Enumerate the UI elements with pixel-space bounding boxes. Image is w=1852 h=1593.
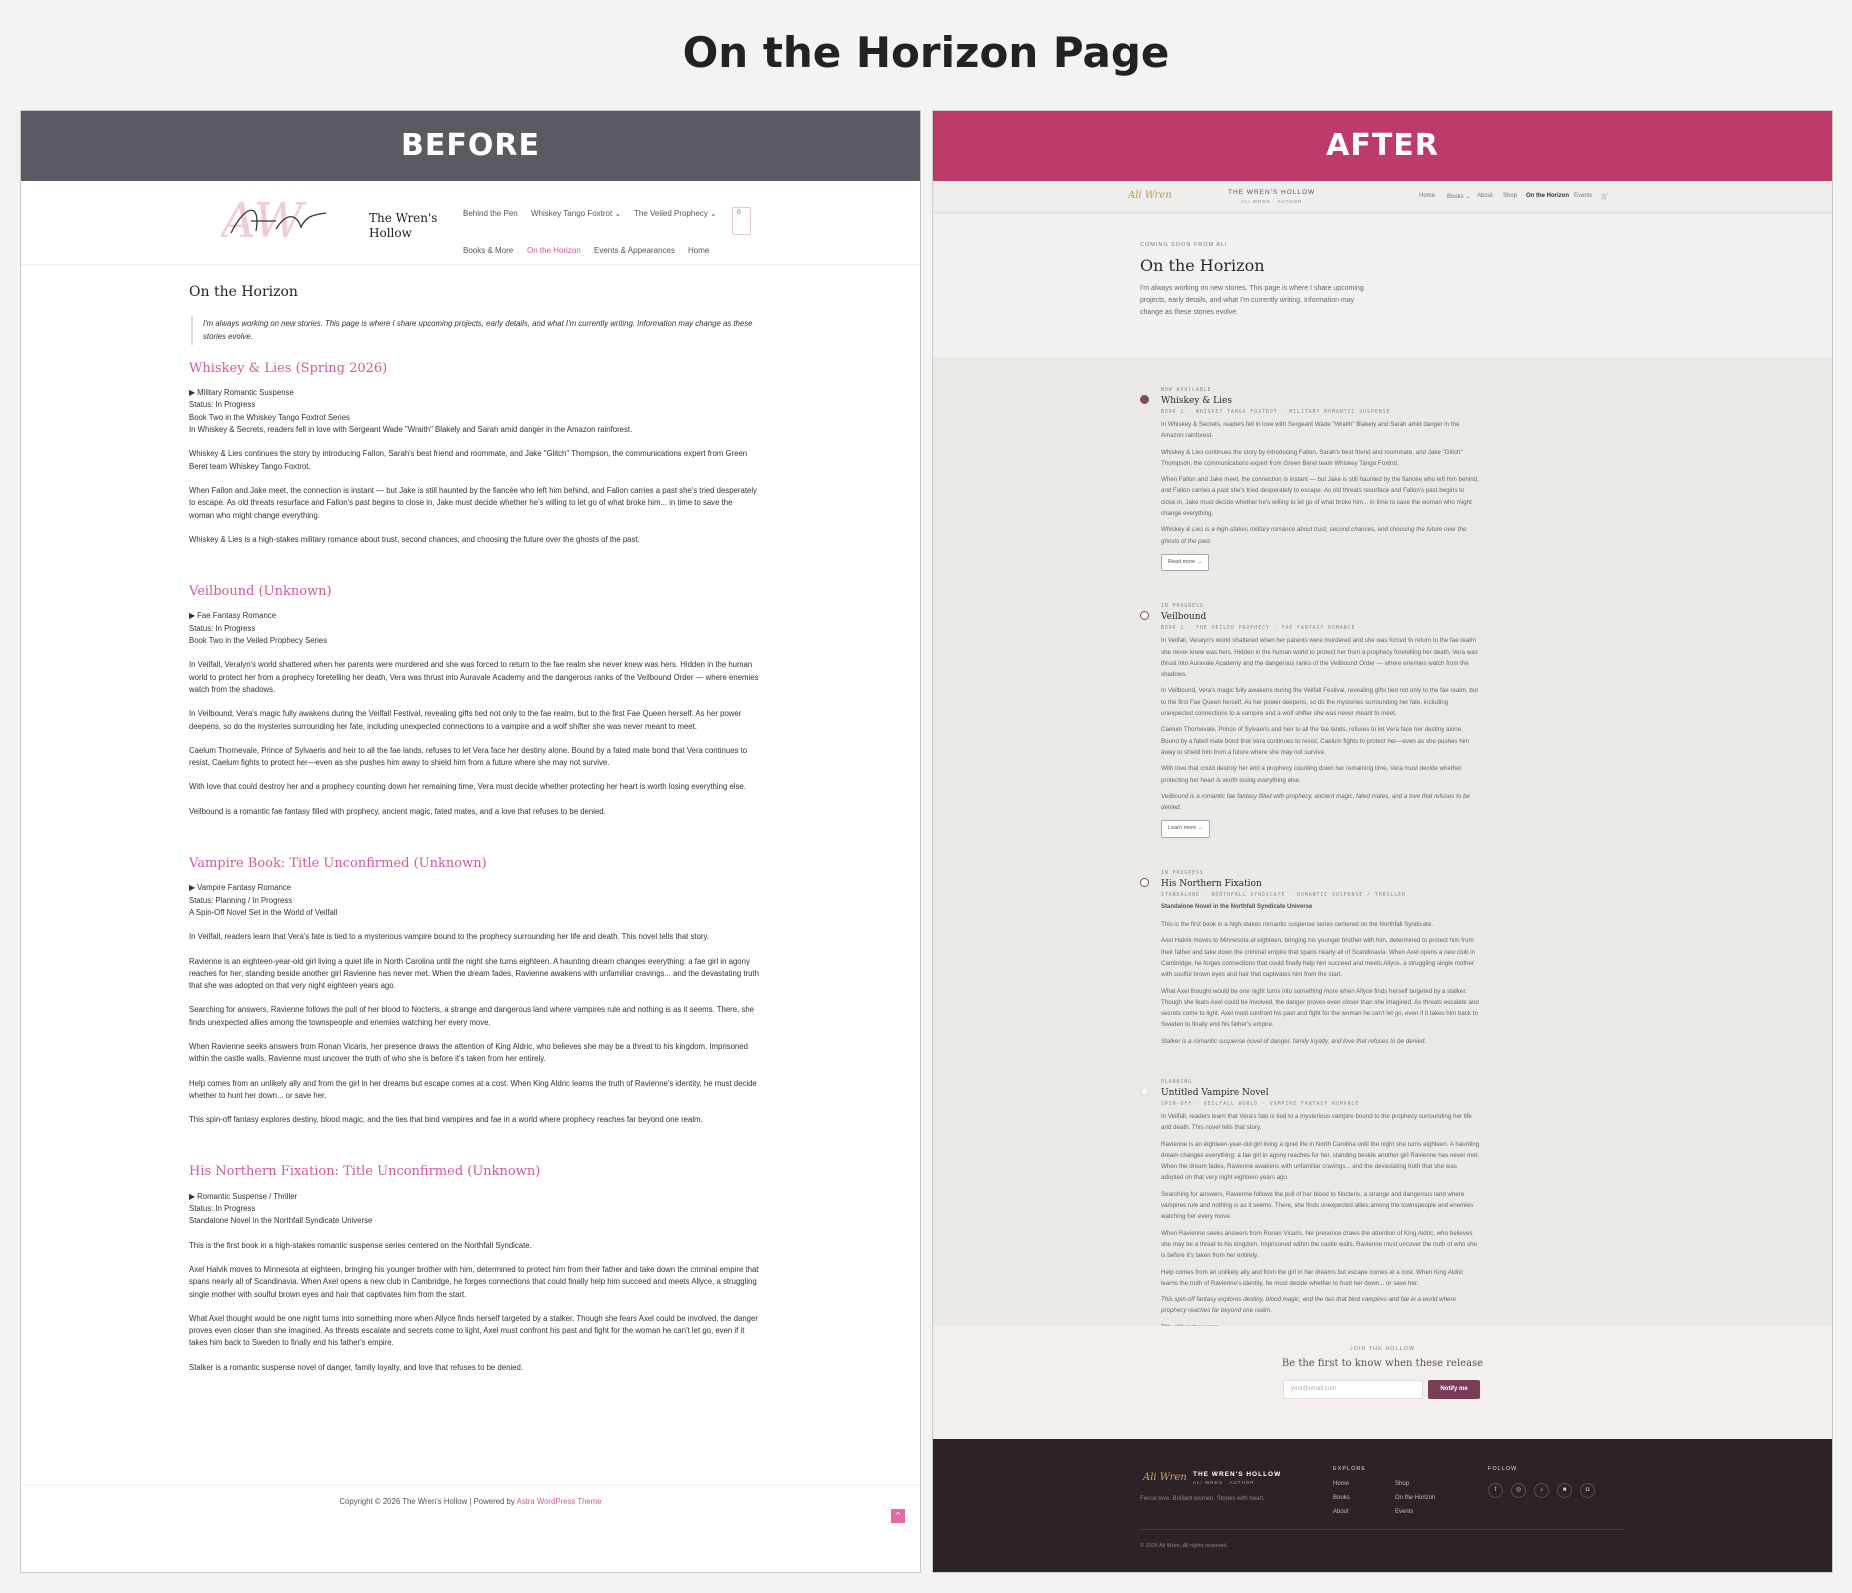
ali-wren-logo[interactable]: Ali Wren — [1128, 190, 1172, 201]
book-heading: Whiskey & Lies (Spring 2026) — [189, 360, 388, 376]
book-title: Whiskey & Lies — [1161, 396, 1232, 406]
hero-section — [933, 214, 1832, 357]
status-label: PLANNING — [1161, 1079, 1193, 1085]
footer-copyright: © 2026 Ali Wren. All rights reserved. — [1140, 1543, 1229, 1549]
paragraph: In Veilbound, Vera's magic fully awakens during the Veilfall Festival, revealing gifts tied not only to the fae realm, but to the first Fae Queen herself. As her power deepens, so do the mysteries surrounding her fate, including unexpected connections to a vampire and a wolf shifter she was never meant to meet. — [1161, 687, 1478, 718]
bookbub-icon[interactable]: ◘ — [1580, 1483, 1595, 1498]
scroll-top-button[interactable]: ^ — [891, 1509, 905, 1523]
nav-books-more[interactable]: Books & More — [463, 246, 514, 255]
paragraph: Axel Halvik moves to Minnesota at eighteen, bringing his younger brother with him, determined to protect him from their father and take down the criminal empire that spans nearly all of Scandinavia. When Axel opens a new club in Cambridge, he forges connections that could finally help him succeed and meets Allyce, a struggling single mother with soulful brown eyes and hair that captivates him from the start. — [1161, 937, 1476, 979]
status-line: Status: Planning / In Progress — [189, 895, 293, 905]
footer-logo[interactable]: Ali Wren — [1143, 1472, 1187, 1483]
hero-title: On the Horizon — [1140, 256, 1265, 275]
paragraph: Whiskey & Lies continues the story by introducing Fallon, Sarah's best friend and roommate, and Jake "Glitch" Thompson, the communications expert from Green Beret team Whiskey Tango Foxtrot. — [189, 449, 748, 471]
learn-more-button[interactable]: Learn more → — [1161, 820, 1210, 837]
status-line: Status: In Progress — [189, 1204, 256, 1214]
book-title: Untitled Vampire Novel — [1161, 1087, 1269, 1098]
footer-link-events[interactable]: Events — [1395, 1509, 1414, 1515]
cart-count: 0 — [737, 209, 741, 216]
timeline-dot-icon — [1140, 1087, 1149, 1096]
paragraph: In Veilfall, readers learn that Vera's fate is tied to a mysterious vampire bound to the prophecy surrounding her life and death. This novel tells that story. — [1161, 1112, 1472, 1132]
hero-intro: I'm always working on new stories. This page is where I share upcoming projects, early details, and what I'm currently writing. Information may change as these stories evolve. — [1140, 285, 1364, 316]
cart-icon[interactable]: 🛒 — [1601, 194, 1609, 200]
nav-events[interactable]: Events — [1574, 193, 1593, 199]
page-title: On the Horizon Page — [682, 28, 1170, 77]
series-line: A Spin-Off Novel Set in the World of Veilfall — [189, 907, 338, 917]
paragraph: Axel Halvik moves to Minnesota at eighteen, bringing his younger brother with him, determined to protect him from their father and take down the criminal empire that spans nearly all of Scandinavia. When Axel opens a new club in Cambridge, he forges connections that could finally help him succeed and meets Allyce, a struggling single mother with soulful brown eyes and hair that captivates him from the start. — [189, 1264, 759, 1299]
paragraph: Help comes from an unlikely ally and from the girl in her dreams but escape comes at a cost. When King Aldric learns the truth of Ravienne's identity, he must decide whether to hunt her down... or save her. — [1161, 1268, 1464, 1287]
after-site-header — [933, 181, 1832, 213]
read-more-button[interactable]: Read more → — [1161, 554, 1209, 571]
goodreads-icon[interactable]: ■ — [1557, 1483, 1572, 1498]
nav-shop[interactable]: Shop — [1503, 193, 1518, 199]
site-brand[interactable]: The Wren's Hollow — [369, 211, 438, 240]
site-brand[interactable] — [1228, 188, 1315, 206]
paragraph: When Fallon and Jake meet, the connection is instant — but Jake is still haunted by the fiancée who left him behind, and Fallon carries a past she's tried desperately to escape. As old threats resurface and Fallon's past begins to close in, Jake must decide whether he's willing to let go of what broke him... in time to save the woman who might change everything. — [1161, 476, 1479, 518]
before-main-content — [189, 286, 759, 1414]
paragraph: This is the first book in a high-stakes romantic suspense series centered on the Northfall Syndicate. — [189, 1240, 532, 1250]
timeline-item — [1140, 870, 1480, 1047]
nav-behind-the-pen[interactable]: Behind the Pen — [463, 209, 518, 218]
tagline: Stalker is a romantic suspense novel of danger, family loyalty, and love that refuses to be denied. — [1161, 1037, 1427, 1045]
series-line: BOOK 2 · THE VEILED PROPHECY · FAE FANTASY ROMANCE — [1161, 626, 1356, 632]
book-meta — [189, 387, 759, 436]
book-meta — [189, 882, 759, 919]
footer-copyright: Copyright © 2026 The Wren's Hollow | Powered by — [339, 1497, 517, 1506]
footer-brand-subtitle: ALI WREN · AUTHOR — [1193, 1480, 1255, 1485]
status-label: NOW AVAILABLE — [1161, 388, 1212, 393]
book-heading: Vampire Book: Title Unconfirmed (Unknown) — [189, 856, 487, 872]
timeline-item — [1140, 603, 1480, 837]
genre-toggle[interactable]: ▶ Romantic Suspense / Thriller — [189, 1191, 298, 1201]
footer-link-on-the-horizon[interactable]: On the Horizon — [1395, 1495, 1436, 1501]
before-panel — [20, 110, 921, 1573]
follow-heading: FOLLOW — [1488, 1466, 1518, 1472]
timeline-item — [1140, 387, 1480, 571]
brand-subtitle: ALI WREN · AUTHOR — [1240, 199, 1303, 204]
paragraph: With love that could destroy her and a prophecy counting down her remaining time, Vera must decide whether protecting her heart is worth losing everything else. — [1161, 765, 1462, 784]
footer-tagline: Fierce love. Brilliant women. Stories with heart. — [1140, 1496, 1265, 1502]
notify-me-button[interactable]: Notify me — [1428, 1380, 1480, 1399]
book-subtitle: Standalone Novel in the Northfall Syndicate Universe — [1161, 903, 1313, 910]
book-section — [189, 858, 759, 1126]
footer-link-about[interactable]: About — [1333, 1509, 1349, 1515]
nav-about[interactable]: About — [1477, 193, 1493, 199]
paragraph: Searching for answers, Ravienne follows the pull of her blood to Nocteris, a strange and dangerous land where vampires rule and nothing is as it seems. There, she finds unexpected allies among the townspeople and enemies watching her every move. — [189, 1005, 755, 1027]
paragraph: With love that could destroy her and a prophecy counting down her remaining time, Vera must decide whether protecting her heart is worth losing everything else. — [189, 782, 746, 792]
before-site-header — [21, 181, 920, 265]
paragraph: Ravienne is an eighteen-year-old girl living a quiet life in North Carolina until the night she turns eighteen. A haunting dream changes everything: a fae girl in agony reaches for her, standing beside another girl Ravienne has never met. When the dream fades, Ravienne awakens with unfamiliar cravings... and the devastating truth that she was adopted on that very night eighteen years ago. — [189, 956, 759, 991]
nav-home[interactable]: Home — [1419, 193, 1436, 199]
newsletter-heading: Be the first to know when these release — [1281, 1358, 1484, 1369]
paragraph: When Fallon and Jake meet, the connection is instant — but Jake is still haunted by the fiancée who left him behind, and Fallon carries a past she's tried desperately to escape. As old threats resurface and Fallon's past begins to close in, Jake must decide whether he's willing to let go of what broke him... in time to save the woman who might change everything. — [189, 485, 757, 520]
nav-books[interactable]: Books ⌄ — [1447, 194, 1471, 200]
tagline: Veilbound is a romantic fae fantasy filled with prophecy, ancient magic, fated mates, and a love that refuses to be denied. — [1161, 792, 1470, 812]
footer-link-home[interactable]: Home — [1333, 1481, 1350, 1487]
genre-toggle[interactable]: ▶ Military Romantic Suspense — [189, 388, 294, 398]
timeline-dot-icon — [1140, 395, 1149, 404]
paragraph: When Ravienne seeks answers from Ronan Vicaris, her presence draws the attention of King Aldric, who believes she may be a threat to his kingdom. Imprisoned within the castle walls, Ravienne must uncover the truth of who she is before it's taken from her entirely. — [189, 1041, 748, 1064]
ali-wren-logo[interactable] — [221, 193, 336, 249]
paragraph: What Axel thought would be one night turns into something more when Allyce finds herself targeted by a stalker. Though she fears Axel could be involved, the danger proves even closer than she imagined. As threats escalate and secrets come to light, Axel must confront his past and fight for the woman he can't let go, even if it takes him back to Sweden to finally end his father's empire. — [189, 1313, 758, 1348]
paragraph: Veilbound is a romantic fae fantasy filled with prophecy, ancient magic, fated mates, and a love that refuses to be denied. — [189, 806, 606, 816]
paragraph: Caelum Thornevale, Prince of Sylvaeris and heir to all the fae lands, refuses to let Vera face her destiny alone. Bound by a fated mate bond that Vera continues to resist, Caelum fights to protect her—even as she pushes him away to shield him from a future where she may not survive. — [1161, 726, 1470, 756]
paragraph: This is the first book in a high-stakes romantic suspense series centered on the Northfall Syndicate. — [1161, 921, 1434, 929]
svg-text:AW: AW — [221, 193, 304, 249]
book-heading: Veilbound (Unknown) — [189, 584, 332, 600]
nav-events-appearances[interactable]: Events & Appearances — [594, 246, 675, 255]
timeline-dot-icon — [1140, 878, 1149, 887]
after-label: AFTER — [933, 111, 1832, 181]
footer-link-books[interactable]: Books — [1333, 1495, 1350, 1501]
book-title: Veilbound — [1161, 612, 1207, 623]
cart-icon[interactable] — [732, 207, 751, 235]
brand-name: THE WREN'S HOLLOW — [1228, 189, 1316, 196]
newsletter-section — [933, 1326, 1832, 1439]
nav-home[interactable]: Home — [688, 246, 710, 255]
facebook-icon[interactable]: f — [1488, 1483, 1503, 1498]
timeline-item — [1140, 1079, 1480, 1333]
timeline-dot-icon — [1140, 611, 1149, 620]
paragraph: In Veilfall, Veralyn's world shattered when her parents were murdered and she was forced to return to the fae realm she never knew was hers. Hidden in the human world to protect her from a prophecy foretelling her death, Vera was thrust into Auravale Academy and the dangerous ranks of the Veilbound Order — where enemies watch from the shadows. — [1161, 637, 1478, 679]
synopsis-line: In Whiskey & Secrets, readers fell in love with Sergeant Wade "Wraith" Blakely and Sarah amid danger in the Amazon rainforest. — [189, 425, 633, 435]
paragraph: In Veilfall, readers learn that Vera's fate is tied to a mysterious vampire bound to the prophecy surrounding her life and death. This novel tells that story. — [189, 932, 709, 942]
instagram-icon[interactable]: ◎ — [1511, 1483, 1526, 1498]
paragraph: Ravienne is an eighteen-year-old girl living a quiet life in North Carolina until the night she turns eighteen. A haunting dream changes everything: a fae girl in agony reaches for her, standing beside another girl Ravienne has never met. When the dream fades, Ravienne awakens with unfamiliar cravings... and the devastating truth that she was adopted on that very night eighteen years ago. — [1161, 1140, 1480, 1182]
after-panel — [932, 110, 1833, 1573]
nav-whiskey-tango-foxtrot[interactable]: Whiskey Tango Foxtrot ⌄ — [531, 209, 622, 218]
paragraph: When Ravienne seeks answers from Ronan Vicaris, her presence draws the attention of King Aldric, who believes she may be a threat to his kingdom. Imprisoned within the castle walls, Ravienne must uncover the truth of who she is before it's taken from her entirely. — [1161, 1229, 1478, 1260]
book-section — [189, 360, 759, 546]
genre-toggle[interactable]: ▶ Fae Fantasy Romance — [189, 611, 277, 621]
content-title: On the Horizon — [189, 284, 298, 300]
footer-divider — [1140, 1529, 1625, 1530]
paragraph: Whiskey & Lies continues the story by introducing Fallon, Sarah's best friend and roommate, and Jake "Glitch" Thompson, the communications expert from Green Beret team Whiskey Tango Foxtrot. — [1161, 448, 1463, 467]
tiktok-icon[interactable]: ♪ — [1534, 1483, 1549, 1498]
paragraph: In Veilfall, Veralyn's world shattered when her parents were murdered and she was forced to return to the fae realm she never knew was hers. Hidden in the human world to protect her from a prophecy foretelling her death, Vera was thrust into Auravale Academy and the dangerous ranks of the Veilbound Order — where enemies watch from the shadows. — [189, 660, 759, 694]
after-footer — [933, 1439, 1832, 1572]
paragraph: Stalker is a romantic suspense novel of danger, family loyalty, and love that refuses to be denied. — [189, 1362, 524, 1372]
footer-brand — [1193, 1471, 1281, 1487]
series-line: Standalone Novel in the Northfall Syndicate Universe — [189, 1216, 373, 1226]
paragraph: In Whiskey & Secrets, readers fell in love with Sergeant Wade "Wraith" Blakely and Sarah amid danger in the Amazon rainforest. — [1161, 421, 1460, 440]
status-label: IN PROGRESS — [1161, 870, 1204, 876]
explore-heading: EXPLORE — [1333, 1466, 1366, 1472]
status-line: Status: In Progress — [189, 623, 256, 633]
before-footer — [21, 1484, 920, 1504]
book-section — [189, 586, 759, 818]
book-heading: His Northern Fixation: Title Unconfirmed (Unknown) — [189, 1164, 541, 1180]
tagline: Whiskey & Lies is a high-stakes military romance about trust, second chances, and choosing the future over the ghosts of the past. — [1161, 526, 1467, 545]
paragraph: Help comes from an unlikely ally and from the girl in her dreams but escape comes at a cost. When King Aldric learns the truth of Ravienne's identity, he must decide whether to hunt her down... or save her. — [189, 1078, 757, 1100]
nav-on-the-horizon[interactable]: On the Horizon — [527, 246, 581, 255]
paragraph: This spin-off fantasy explores destiny, blood magic, and the ties that bind vampires and fae in a world where prophecy reaches far beyond one realm. — [189, 1115, 703, 1125]
book-section — [189, 1166, 759, 1374]
paragraph: What Axel thought would be one night turns into something more when Allyce finds herself targeted by a stalker. Though she fears Axel could be involved, the danger proves even closer than she imagined. As threats escalate and secrets come to light, Axel must confront his past and fight for the woman he can't let go, even if it takes him back to Sweden to finally end his father's empire. — [1161, 987, 1479, 1029]
genre-toggle[interactable]: ▶ Vampire Fantasy Romance — [189, 883, 292, 893]
footer-link-shop[interactable]: Shop — [1395, 1481, 1410, 1487]
tagline: This spin-off fantasy explores destiny, blood magic, and the ties that bind vampires and fae in a world where prophecy reaches far beyond one realm. — [1161, 1296, 1456, 1315]
newsletter-kicker: JOIN THE HOLLOW — [1349, 1346, 1416, 1352]
series-line: Book Two in the Veiled Prophecy Series — [189, 636, 328, 646]
series-line: STANDALONE · NORTHFALL SYNDICATE · ROMANTIC SUSPENSE / THRILLER — [1161, 892, 1406, 898]
status-line: Status: In Progress — [189, 400, 256, 410]
status-label: IN PROGRESS — [1161, 604, 1204, 610]
hero-kicker: COMING SOON FROM ALI — [1140, 242, 1228, 248]
footer-brand-name: THE WREN'S HOLLOW — [1193, 1471, 1282, 1478]
astra-theme-link[interactable]: Astra WordPress Theme — [516, 1497, 602, 1506]
email-input[interactable]: your@email.com — [1283, 1380, 1423, 1399]
nav-veiled-prophecy[interactable]: The Veiled Prophecy ⌄ — [634, 209, 717, 218]
intro-quote: I'm always working on new stories. This page is where I share upcoming projects, early details, and what I'm currently writing. Information may change as these stories evolve. — [191, 316, 759, 345]
book-meta — [189, 1191, 759, 1228]
series-line: SPIN-OFF · VEILFALL WORLD · VAMPIRE FANTASY ROMANCE — [1161, 1101, 1360, 1107]
book-title: His Northern Fixation — [1161, 878, 1262, 889]
series-line: BOOK 2 · WHISKEY TANGO FOXTROT · MILITARY ROMANTIC SUSPENSE — [1161, 410, 1391, 415]
nav-on-the-horizon[interactable]: On the Horizon — [1526, 193, 1569, 199]
paragraph: In Veilbound, Vera's magic fully awakens during the Veilfall Festival, revealing gifts tied not only to the fae realm, but to the first Fae Queen herself. As her power deepens, so do the mysteries surrounding her fate, including unexpected connections to a vampire and a wolf shifter she was never meant to meet. — [189, 709, 742, 731]
before-label: BEFORE — [21, 111, 920, 181]
paragraph: Caelum Thornevale, Prince of Sylvaeris and heir to all the fae lands, refuses to let Vera face her destiny alone. Bound by a fated mate bond that Vera continues to resist, Caelum fights to protect her—even as she pushes him away to shield him from a future where she may not survive. — [189, 745, 748, 768]
timeline — [1140, 387, 1480, 1365]
paragraph: Whiskey & Lies is a high-stakes military romance about trust, second chances, and choosing the future over the ghosts of the past. — [189, 534, 640, 544]
paragraph: Searching for answers, Ravienne follows the pull of her blood to Nocteris, a strange and dangerous land where vampires rule and nothing is as it seems. There, she finds unexpected allies among the townspeople and enemies watching her every move. — [1161, 1190, 1474, 1221]
book-meta — [189, 610, 759, 647]
series-line: Book Two in the Whiskey Tango Foxtrot Series — [189, 412, 350, 422]
